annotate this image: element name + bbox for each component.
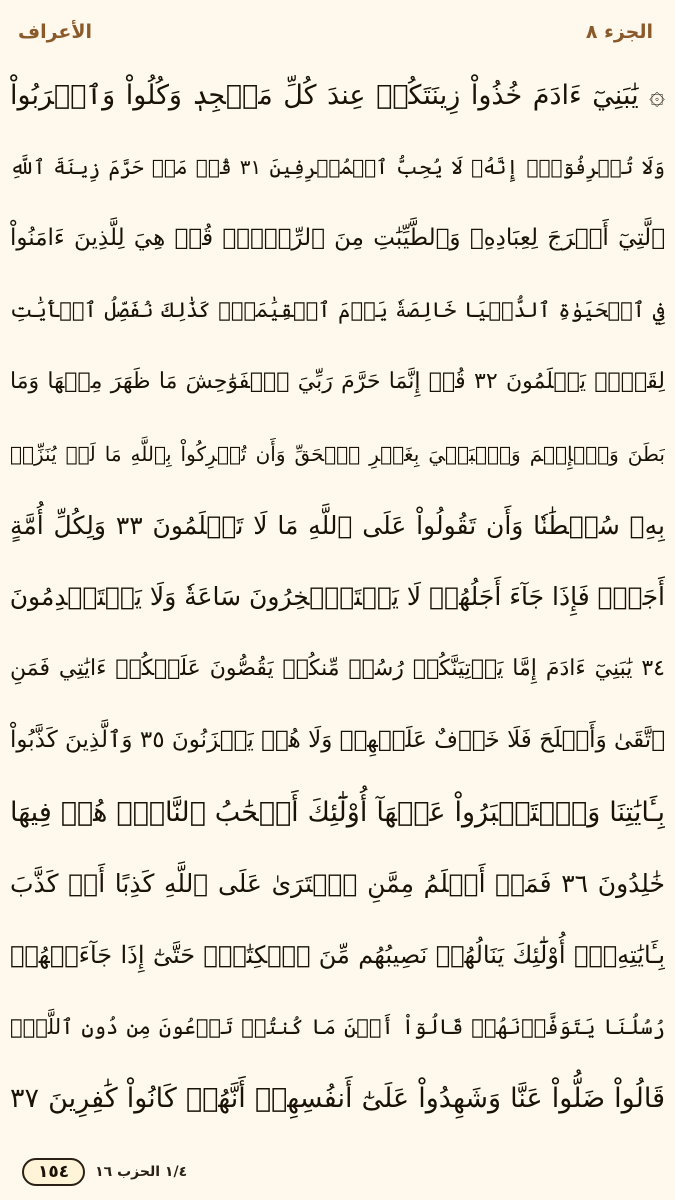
text-line: ٱلَّتِيٓ أَخۡرَجَ لِعِبَادِهِۦ وَٱلطَّيِّبَٰتِ مِنَ ٱلرِّزۡقِۚ قُلۡ هِيَ لِلَّذِينَ ءَامَنُواْ — [10, 224, 665, 251]
text-line: وَلَا تُسۡرِفُوٓاْۚ إِنَّهُۥ لَا يُحِبُّ ٱلۡمُسۡرِفِينَ ٣١ قُلۡ مَنۡ حَرَّمَ زِينَةَ ٱللَّهِ — [10, 154, 665, 179]
text-line: ٣٤ يَٰبَنِيٓ ءَادَمَ إِمَّا يَأۡتِيَنَّكُمۡ رُسُلٞ مِّنكُمۡ يَقُصُّونَ عَلَيۡكُمۡ ءَايَٰتِي فَمَنِ — [10, 655, 665, 681]
text-line: بِـَٔايَٰتِهِۦٓۚ أُوْلَٰٓئِكَ يَنَالُهُمۡ نَصِيبُهُم مِّنَ ٱلۡكِتَٰبِۖ حَتَّىٰٓ إِذَا جَآءَتۡهُمۡ — [10, 941, 665, 970]
text-line: فِي ٱلۡحَيَوٰةِ ٱلدُّنۡيَا خَالِصَةٗ يَوۡمَ ٱلۡقِيَٰمَةِۗ كَذَٰلِكَ نُفَصِّلُ ٱلۡأٓيَٰتِ — [10, 297, 665, 322]
page-header — [18, 16, 653, 48]
quran-text — [10, 62, 665, 1132]
surah-name: الأعراف — [18, 21, 93, 43]
text-line: لِقَوۡمٖ يَعۡلَمُونَ ٣٢ قُلۡ إِنَّمَا حَرَّمَ رَبِّيَ ٱلۡفَوَٰحِشَ مَا ظَهَرَ مِنۡهَا وَمَا — [10, 368, 665, 394]
hizb-label: ١/٤ الحزب ١٦ — [95, 1164, 188, 1180]
text-line: بَطَنَ وَٱلۡإِثۡمَ وَٱلۡبَغۡيَ بِغَيۡرِ ٱلۡحَقِّ وَأَن تُشۡرِكُواْ بِٱللَّهِ مَا لَمۡ يُنَزِّلۡ — [10, 441, 665, 466]
text-line: بِـَٔايَٰتِنَا وَٱسۡتَكۡبَرُواْ عَنۡهَآ أُوْلَٰٓئِكَ أَصۡحَٰبُ ٱلنَّارِۖ هُمۡ فِيهَا — [10, 796, 665, 828]
text-line: ٱتَّقَىٰ وَأَصۡلَحَ فَلَا خَوۡفٌ عَلَيۡهِمۡ وَلَا هُمۡ يَحۡزَنُونَ ٣٥ وَٱلَّذِينَ كَذَّبُواْ — [10, 726, 665, 753]
text-line: أَجَلٞۖ فَإِذَا جَآءَ أَجَلُهُمۡ لَا يَسۡتَـٔۡخِرُونَ سَاعَةٗ وَلَا يَسۡتَقۡدِمُونَ — [10, 582, 665, 612]
juz-label: الجزء ٨ — [585, 21, 653, 43]
page-footer — [22, 1158, 187, 1186]
text-line: خَٰلِدُونَ ٣٦ فَمَنۡ أَظۡلَمُ مِمَّنِ ٱفۡتَرَىٰ عَلَى ٱللَّهِ كَذِبًا أَوۡ كَذَّبَ — [10, 869, 665, 899]
text-line: ۞ يَٰبَنِيٓ ءَادَمَ خُذُواْ زِينَتَكُمۡ عِندَ كُلِّ مَسۡجِدٖ وَكُلُواْ وَٱشۡرَبُواْ — [10, 79, 665, 111]
text-line: رُسُلُنَا يَتَوَفَّوۡنَهُمۡ قَالُوٓاْ أَيۡنَ مَا كُنتُمۡ تَدۡعُونَ مِن دُونِ ٱللَّهِۖ — [10, 1014, 665, 1039]
page-number-badge: ١٥٤ — [22, 1158, 85, 1186]
text-line: بِهِۦ سُلۡطَٰنٗا وَأَن تَقُولُواْ عَلَى ٱللَّهِ مَا لَا تَعۡلَمُونَ ٣٣ وَلِكُلِّ أُمَّةٍ — [10, 510, 665, 540]
text-line: قَالُواْ ضَلُّواْ عَنَّا وَشَهِدُواْ عَلَىٰٓ أَنفُسِهِمۡ أَنَّهُمۡ كَانُواْ كَٰفِرِينَ ٣٧ — [10, 1083, 665, 1115]
